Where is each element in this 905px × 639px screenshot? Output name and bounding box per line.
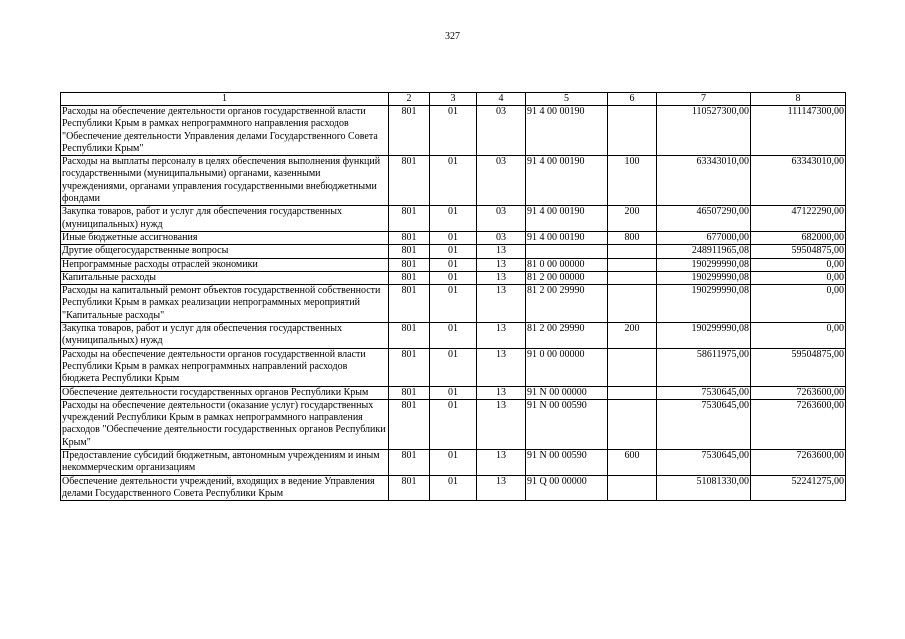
- amount-col-7: 190299990,08: [657, 323, 751, 349]
- amount-col-7: 110527300,00: [657, 106, 751, 156]
- code-subsection: 13: [477, 245, 526, 258]
- code-expense-type: 800: [608, 231, 657, 244]
- amount-col-8: 59504875,00: [751, 245, 846, 258]
- code-admin: 801: [389, 271, 430, 284]
- code-admin: 801: [389, 450, 430, 476]
- code-target-article: 91 N 00 00590: [526, 399, 608, 449]
- table-row: [61, 450, 846, 476]
- code-section: 01: [430, 231, 477, 244]
- table-row: [61, 258, 846, 271]
- code-target-article: 91 4 00 00190: [526, 206, 608, 232]
- code-expense-type: [608, 475, 657, 501]
- code-subsection: 03: [477, 231, 526, 244]
- amount-col-7: 677000,00: [657, 231, 751, 244]
- code-subsection: 13: [477, 399, 526, 449]
- code-target-article: 81 2 00 29990: [526, 285, 608, 323]
- code-section: 01: [430, 271, 477, 284]
- code-section: 01: [430, 156, 477, 206]
- code-target-article: 81 2 00 29990: [526, 323, 608, 349]
- code-expense-type: [608, 271, 657, 284]
- table-row: [61, 156, 846, 206]
- table-row: [61, 231, 846, 244]
- code-expense-type: [608, 106, 657, 156]
- code-target-article: 91 4 00 00190: [526, 231, 608, 244]
- code-section: 01: [430, 450, 477, 476]
- table-row: [61, 348, 846, 386]
- code-admin: 801: [389, 348, 430, 386]
- code-admin: 801: [389, 386, 430, 399]
- code-section: 01: [430, 245, 477, 258]
- amount-col-7: 190299990,08: [657, 271, 751, 284]
- amount-col-7: 46507290,00: [657, 206, 751, 232]
- amount-col-8: 682000,00: [751, 231, 846, 244]
- code-target-article: 91 N 00 00000: [526, 386, 608, 399]
- table-row: [61, 206, 846, 232]
- column-header: 6: [608, 93, 657, 106]
- column-header: 7: [657, 93, 751, 106]
- code-subsection: 13: [477, 348, 526, 386]
- code-target-article: 81 2 00 00000: [526, 271, 608, 284]
- code-subsection: 13: [477, 386, 526, 399]
- code-admin: 801: [389, 206, 430, 232]
- code-expense-type: [608, 399, 657, 449]
- amount-col-8: 7263600,00: [751, 450, 846, 476]
- amount-col-8: 59504875,00: [751, 348, 846, 386]
- row-description: Расходы на обеспечение деятельности (оказание услуг) государственных учреждений Республики Крым в рамках непрограммного направления расходов "Обеспечение деятельности государственных органов Республики Крым": [61, 399, 389, 449]
- code-target-article: 91 Q 00 00000: [526, 475, 608, 501]
- column-header: 2: [389, 93, 430, 106]
- code-subsection: 13: [477, 271, 526, 284]
- amount-col-7: 63343010,00: [657, 156, 751, 206]
- code-target-article: 91 4 00 00190: [526, 106, 608, 156]
- code-section: 01: [430, 348, 477, 386]
- amount-col-7: 51081330,00: [657, 475, 751, 501]
- amount-col-7: 190299990,08: [657, 258, 751, 271]
- code-section: 01: [430, 285, 477, 323]
- code-subsection: 03: [477, 206, 526, 232]
- code-expense-type: 200: [608, 206, 657, 232]
- row-description: Расходы на капитальный ремонт объектов государственной собственности Республики Крым в рамках реализации непрограммных мероприятий "Капитальные расходы": [61, 285, 389, 323]
- amount-col-8: 0,00: [751, 271, 846, 284]
- code-expense-type: [608, 285, 657, 323]
- amount-col-7: 7530645,00: [657, 450, 751, 476]
- code-subsection: 13: [477, 475, 526, 501]
- code-admin: 801: [389, 245, 430, 258]
- row-description: Другие общегосударственные вопросы: [61, 245, 389, 258]
- row-description: Закупка товаров, работ и услуг для обеспечения государственных (муниципальных) нужд: [61, 206, 389, 232]
- amount-col-7: 248911965,08: [657, 245, 751, 258]
- code-admin: 801: [389, 285, 430, 323]
- column-header: 1: [61, 93, 389, 106]
- row-description: Капитальные расходы: [61, 271, 389, 284]
- code-subsection: 03: [477, 156, 526, 206]
- code-section: 01: [430, 475, 477, 501]
- code-admin: 801: [389, 475, 430, 501]
- table-row: [61, 399, 846, 449]
- amount-col-7: 190299990,08: [657, 285, 751, 323]
- code-expense-type: 200: [608, 323, 657, 349]
- budget-table-body: [61, 93, 846, 501]
- amount-col-8: 0,00: [751, 258, 846, 271]
- code-section: 01: [430, 258, 477, 271]
- table-row: [61, 271, 846, 284]
- budget-table: [60, 92, 846, 501]
- amount-col-8: 63343010,00: [751, 156, 846, 206]
- code-section: 01: [430, 386, 477, 399]
- amount-col-7: 58611975,00: [657, 348, 751, 386]
- row-description: Закупка товаров, работ и услуг для обеспечения государственных (муниципальных) нужд: [61, 323, 389, 349]
- code-subsection: 13: [477, 285, 526, 323]
- row-description: Непрограммные расходы отраслей экономики: [61, 258, 389, 271]
- code-admin: 801: [389, 231, 430, 244]
- code-expense-type: [608, 348, 657, 386]
- code-admin: 801: [389, 106, 430, 156]
- code-target-article: 91 0 00 00000: [526, 348, 608, 386]
- code-section: 01: [430, 206, 477, 232]
- amount-col-8: 7263600,00: [751, 386, 846, 399]
- column-header: 4: [477, 93, 526, 106]
- amount-col-8: 111147300,00: [751, 106, 846, 156]
- table-row: [61, 323, 846, 349]
- code-subsection: 13: [477, 450, 526, 476]
- code-target-article: 91 N 00 00590: [526, 450, 608, 476]
- amount-col-8: 7263600,00: [751, 399, 846, 449]
- column-header: 5: [526, 93, 608, 106]
- code-target-article: 91 4 00 00190: [526, 156, 608, 206]
- table-row: [61, 245, 846, 258]
- code-admin: 801: [389, 156, 430, 206]
- column-header: 8: [751, 93, 846, 106]
- page-number: 327: [445, 31, 460, 42]
- code-admin: 801: [389, 323, 430, 349]
- table-row: [61, 386, 846, 399]
- amount-col-7: 7530645,00: [657, 386, 751, 399]
- amount-col-8: 47122290,00: [751, 206, 846, 232]
- row-description: Расходы на обеспечение деятельности органов государственной власти Республики Крым в рамках непрограммного направления расходов "Обеспечение деятельности Управления делами Государственного Совета Республики Крым": [61, 106, 389, 156]
- code-subsection: 13: [477, 258, 526, 271]
- code-expense-type: [608, 258, 657, 271]
- code-subsection: 13: [477, 323, 526, 349]
- row-description: Расходы на обеспечение деятельности органов государственной власти Республики Крым в рамках непрограммных направлений расходов бюджета Республики Крым: [61, 348, 389, 386]
- code-subsection: 03: [477, 106, 526, 156]
- code-expense-type: 600: [608, 450, 657, 476]
- amount-col-8: 0,00: [751, 285, 846, 323]
- row-description: Обеспечение деятельности государственных органов Республики Крым: [61, 386, 389, 399]
- row-description: Расходы на выплаты персоналу в целях обеспечения выполнения функций государственными (муниципальными) органами, казенными учреждениями, органами управления государственными внебюджетными фондами: [61, 156, 389, 206]
- table-header-row: [61, 93, 846, 106]
- code-admin: 801: [389, 399, 430, 449]
- code-target-article: 81 0 00 00000: [526, 258, 608, 271]
- code-target-article: [526, 245, 608, 258]
- table-row: [61, 475, 846, 501]
- code-expense-type: [608, 245, 657, 258]
- row-description: Иные бюджетные ассигнования: [61, 231, 389, 244]
- column-header: 3: [430, 93, 477, 106]
- table-row: [61, 285, 846, 323]
- code-expense-type: 100: [608, 156, 657, 206]
- amount-col-7: 7530645,00: [657, 399, 751, 449]
- row-description: Обеспечение деятельности учреждений, входящих в ведение Управления делами Государственного Совета Республики Крым: [61, 475, 389, 501]
- code-admin: 801: [389, 258, 430, 271]
- amount-col-8: 52241275,00: [751, 475, 846, 501]
- table-row: [61, 106, 846, 156]
- code-section: 01: [430, 399, 477, 449]
- row-description: Предоставление субсидий бюджетным, автономным учреждениям и иным некоммерческим организациям: [61, 450, 389, 476]
- code-section: 01: [430, 323, 477, 349]
- code-section: 01: [430, 106, 477, 156]
- amount-col-8: 0,00: [751, 323, 846, 349]
- code-expense-type: [608, 386, 657, 399]
